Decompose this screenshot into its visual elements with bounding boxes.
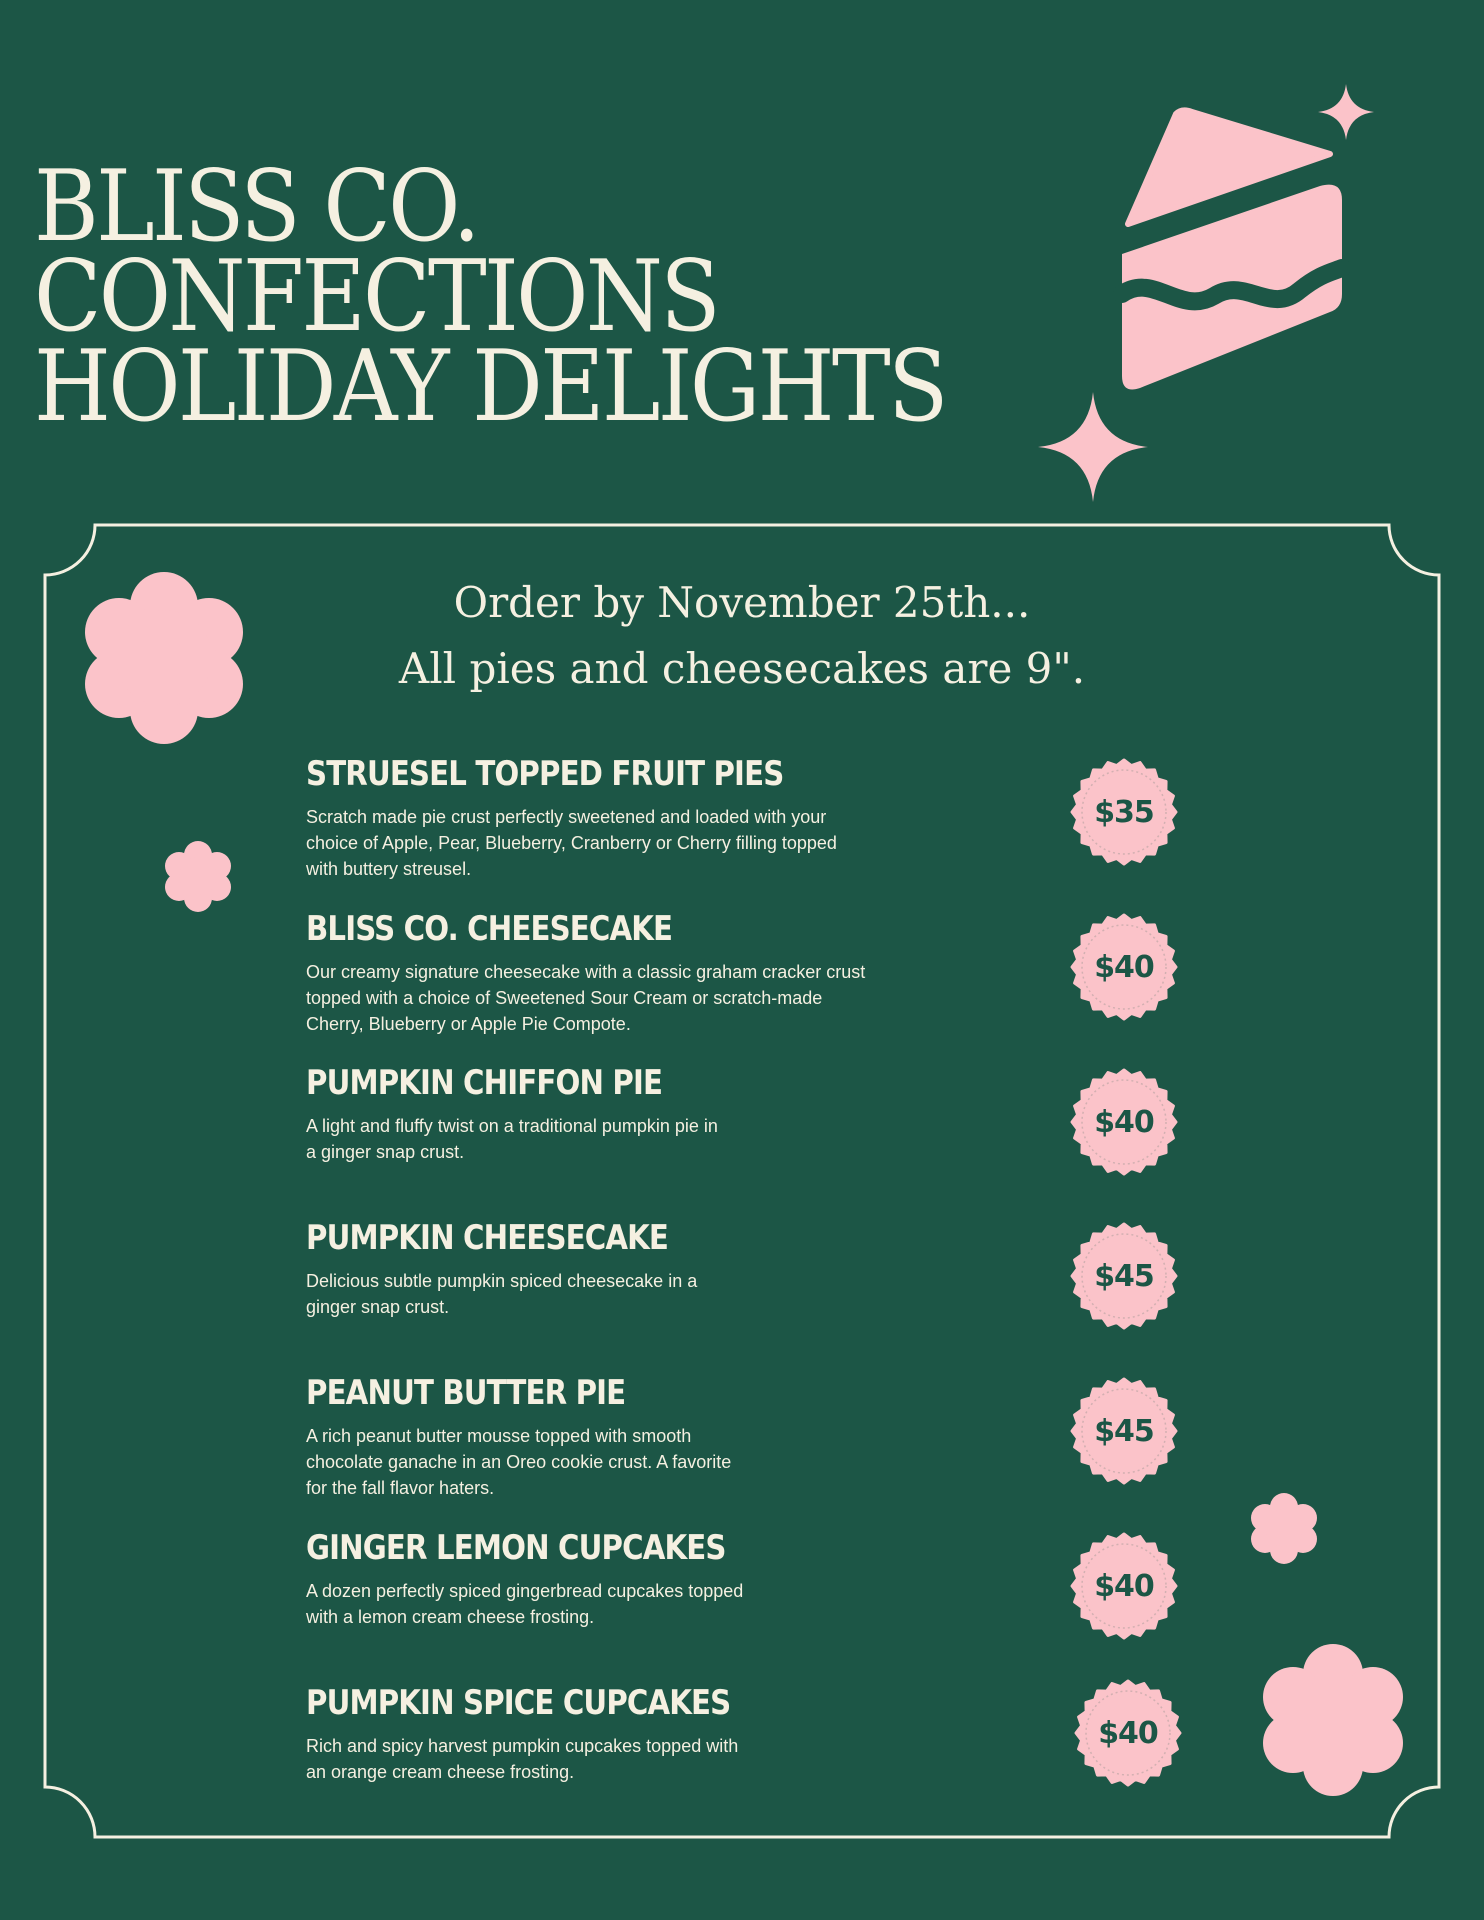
menu-item (306, 1683, 756, 1785)
price-badge (1068, 1530, 1180, 1642)
menu-item (306, 1063, 726, 1165)
flower-icon (1260, 1640, 1406, 1800)
menu-item (306, 1218, 726, 1320)
price-label: $35 (1094, 794, 1154, 830)
price-label: $45 (1094, 1258, 1154, 1294)
menu-item (306, 1373, 746, 1501)
price-badge (1068, 756, 1180, 868)
price-label: $40 (1098, 1715, 1158, 1751)
order-deadline-text: Order by November 25th... (453, 578, 1031, 627)
item-name: PUMPKIN CHIFFON PIE (306, 1063, 663, 1103)
item-name: GINGER LEMON CUPCAKES (306, 1528, 726, 1568)
price-label: $40 (1094, 1104, 1154, 1140)
item-description: Delicious subtle pumpkin spiced cheesecake in a ginger snap crust. (306, 1271, 698, 1317)
item-description: A light and fluffy twist on a traditional pumpkin pie in a ginger snap crust. (306, 1116, 718, 1162)
title-line-1: BLISS CO. (34, 150, 478, 264)
item-description: Our creamy signature cheesecake with a classic graham cracker crust topped with a choice of Sweetened Sour Cream or scratch-made Cherry, Blueberry or Apple Pie Compote. (306, 962, 866, 1034)
price-label: $40 (1094, 1568, 1154, 1604)
price-badge (1068, 1220, 1180, 1332)
item-description: Scratch made pie crust perfectly sweetened and loaded with your choice of Apple, Pear, Blueberry, Cranberry or Cherry filling topped with buttery streusel. (306, 807, 837, 879)
price-label: $40 (1094, 949, 1154, 985)
item-name: PEANUT BUTTER PIE (306, 1373, 626, 1413)
item-name: PUMPKIN CHEESECAKE (306, 1218, 669, 1258)
item-name: BLISS CO. CHEESECAKE (306, 909, 673, 949)
flower-icon (1250, 1490, 1318, 1566)
title-line-3: HOLIDAY DELIGHTS (34, 330, 946, 444)
item-name: PUMPKIN SPICE CUPCAKES (306, 1683, 731, 1723)
item-description: Rich and spicy harvest pumpkin cupcakes topped with an orange cream cheese frosting. (306, 1736, 739, 1782)
title-line-2: CONFECTIONS (34, 240, 718, 354)
flower-icon (164, 838, 232, 914)
menu-item (306, 754, 866, 882)
item-name: STRUESEL TOPPED FRUIT PIES (306, 754, 784, 794)
price-badge (1068, 911, 1180, 1023)
price-badge (1068, 1066, 1180, 1178)
price-label: $45 (1094, 1413, 1154, 1449)
menu-item (306, 1528, 746, 1630)
item-description: A rich peanut butter mousse topped with smooth chocolate ganache in an Oreo cookie crust. A favorite for the fall flavor haters. (306, 1426, 732, 1498)
menu-item (306, 909, 866, 1037)
price-badge (1072, 1677, 1184, 1789)
pie-size-note: All pies and cheesecakes are 9". (398, 644, 1086, 693)
price-badge (1068, 1375, 1180, 1487)
item-description: A dozen perfectly spiced gingerbread cupcakes topped with a lemon cream cheese frosting. (306, 1581, 744, 1627)
